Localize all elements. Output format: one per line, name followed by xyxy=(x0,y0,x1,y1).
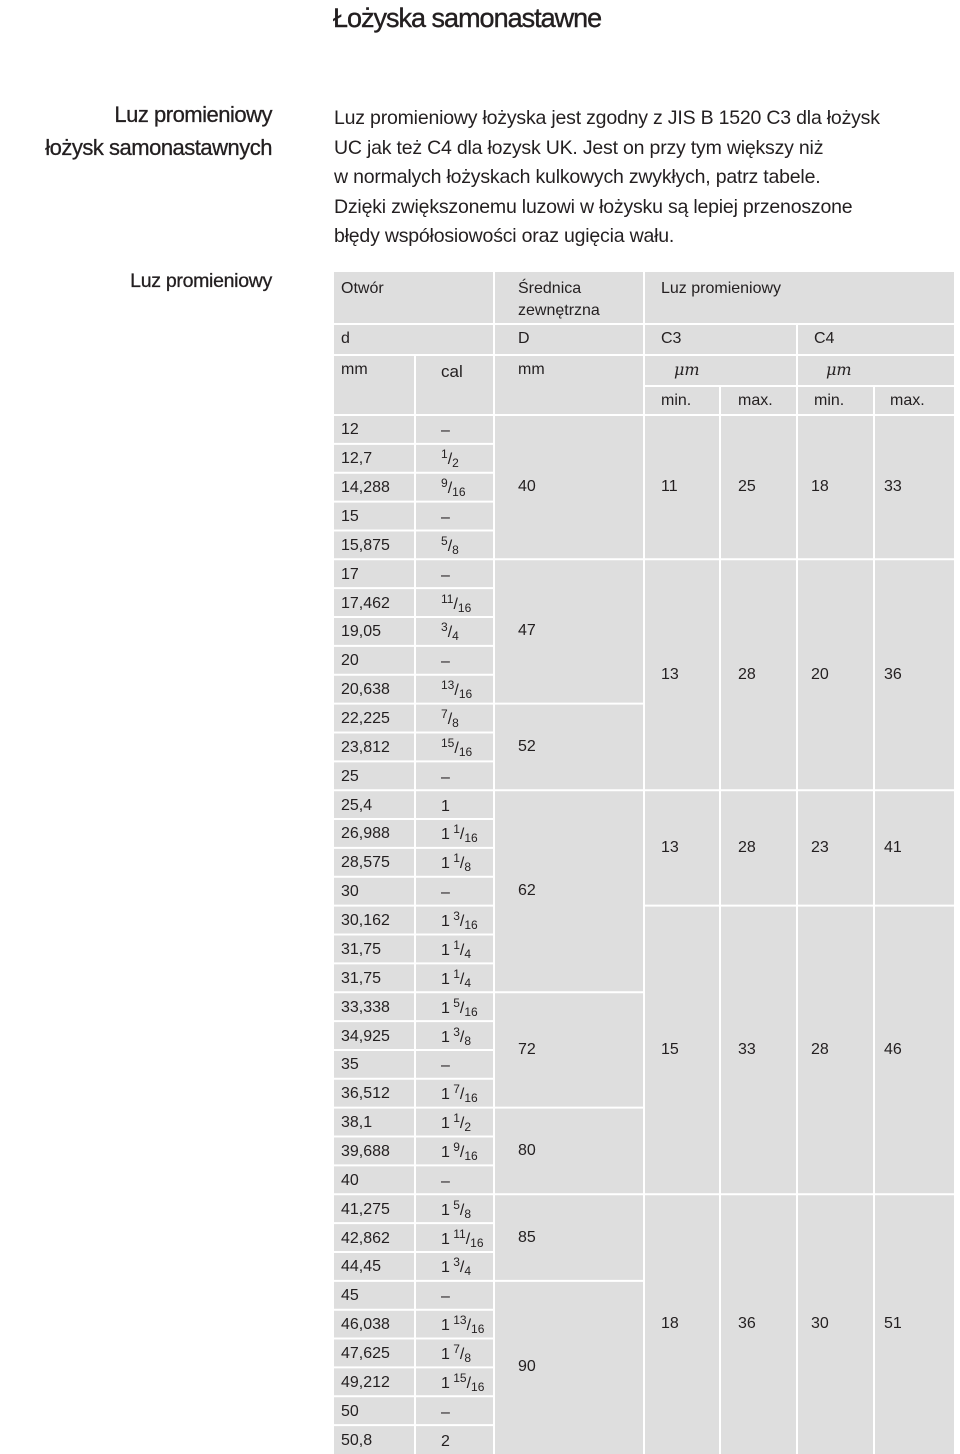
fraction-numerator: 3 xyxy=(449,1255,460,1270)
fraction-denominator: 16 xyxy=(464,831,478,846)
bore-mm-value: 41,275 xyxy=(341,1200,390,1218)
bore-inch-value xyxy=(441,769,450,787)
fraction-numerator: 5 xyxy=(449,995,460,1010)
fraction-numerator: 7 xyxy=(449,1082,460,1097)
c3-max-value: 36 xyxy=(738,1315,756,1333)
c3-min-value: 11 xyxy=(661,478,678,496)
fraction-numerator: 3 xyxy=(449,1024,460,1039)
header-c3: C3 xyxy=(661,330,682,347)
outer-diameter-value: 80 xyxy=(518,1141,536,1159)
bore-inch-value xyxy=(441,1139,478,1163)
header-clearance: Luz promieniowy xyxy=(661,280,782,297)
c3-min-value: 13 xyxy=(661,838,679,856)
fraction-denominator: 16 xyxy=(464,1004,478,1019)
bore-mm-value: 20 xyxy=(341,652,359,670)
bore-mm-value: 17,462 xyxy=(341,594,390,612)
bore-inch-value xyxy=(441,509,450,527)
header-d: d xyxy=(341,330,350,347)
table-background xyxy=(334,272,954,1454)
fraction-slash: / xyxy=(465,1230,471,1248)
fraction-denominator: 8 xyxy=(452,542,459,557)
bore-mm-value: 35 xyxy=(341,1056,359,1074)
c3-min-value: 18 xyxy=(661,1315,679,1333)
bore-mm-value: 47,625 xyxy=(341,1344,390,1362)
bore-inch-value xyxy=(441,533,459,557)
bore-inch-value xyxy=(441,1082,478,1106)
bore-inch-value xyxy=(441,620,459,644)
bore-inch-value xyxy=(441,1313,485,1337)
header-bore: Otwór xyxy=(341,280,384,297)
fraction-slash: / xyxy=(453,595,458,613)
intro-line: Luz promieniowy łożyska jest zgodny z JIS B 1520 C3 dla łożysk xyxy=(334,107,880,129)
whole-number: 1 xyxy=(441,1230,450,1248)
fraction-numerator: 5 xyxy=(441,533,448,548)
whole-number: 1 xyxy=(441,1345,450,1363)
fraction-numerator: 11 xyxy=(441,591,454,606)
fraction-numerator: 1 xyxy=(449,851,460,866)
fraction-denominator: 16 xyxy=(458,744,473,759)
bore-inch-value xyxy=(441,1111,472,1135)
bore-inch-value xyxy=(441,1341,472,1365)
outer-diameter-value: 62 xyxy=(518,882,536,900)
bore-mm-value: 25,4 xyxy=(341,796,373,814)
c3-max-value: 33 xyxy=(738,1040,756,1058)
fraction-denominator: 4 xyxy=(464,946,472,961)
fraction-slash: / xyxy=(459,1259,465,1277)
bore-mm-value: 15,875 xyxy=(341,536,390,554)
fraction-numerator: 3 xyxy=(441,620,448,635)
bore-inch-value xyxy=(441,678,473,702)
intro-line: Dzięki zwiększonemu luzowi w łożysku są lepiej przenoszone xyxy=(334,195,853,218)
bore-inch-value xyxy=(441,1404,450,1422)
header-outer-line-2: zewnętrzna xyxy=(518,302,600,319)
bore-inch-value xyxy=(441,1057,450,1075)
c3-min-value: 13 xyxy=(661,665,679,683)
fraction-denominator: 8 xyxy=(452,716,459,731)
bore-mm-value: 33,338 xyxy=(341,998,390,1016)
outer-diameter-value: 72 xyxy=(518,1040,536,1058)
c3-max-value: 25 xyxy=(738,478,756,496)
fraction-denominator: 16 xyxy=(470,1235,484,1250)
bore-mm-value: 26,988 xyxy=(341,825,390,843)
fraction-slash: / xyxy=(466,1374,472,1392)
fraction-slash: / xyxy=(459,1115,465,1133)
fraction-slash: / xyxy=(454,682,459,700)
fraction-numerator: 1 xyxy=(449,966,460,981)
c4-min-value: 28 xyxy=(811,1040,829,1058)
whole-number: 1 xyxy=(441,1115,450,1133)
header-unit-cal: cal xyxy=(441,362,463,381)
dash-value: – xyxy=(441,422,450,440)
outer-diameter-value: 85 xyxy=(518,1228,536,1246)
whole-number: 1 xyxy=(441,1317,450,1335)
dash-value: – xyxy=(441,1288,450,1306)
whole-number: 1 xyxy=(441,913,450,931)
outer-diameter-value: 47 xyxy=(518,622,536,640)
bore-inch-value xyxy=(441,476,466,500)
fraction-slash: / xyxy=(459,941,465,959)
fraction-slash: / xyxy=(459,1143,465,1161)
page-title: Łożyska samonastawne xyxy=(333,3,602,33)
fraction-denominator: 16 xyxy=(471,1322,485,1337)
whole-number: 1 xyxy=(441,999,450,1017)
fraction-slash: / xyxy=(447,711,453,729)
fraction-slash: / xyxy=(459,970,465,988)
fraction-numerator: 1 xyxy=(449,937,460,952)
fraction-slash: / xyxy=(447,480,453,498)
header-D: D xyxy=(518,330,530,347)
bore-mm-value: 50 xyxy=(341,1402,359,1420)
dash-value: – xyxy=(441,509,450,526)
bore-mm-value: 36,512 xyxy=(341,1085,390,1103)
c4-min-value: 23 xyxy=(811,838,829,856)
bore-inch-value xyxy=(441,884,450,902)
bore-mm-value: 34,925 xyxy=(341,1027,390,1045)
header-unit-mm-D: mm xyxy=(518,361,545,378)
outer-diameter-value: 90 xyxy=(518,1358,536,1376)
whole-number: 1 xyxy=(441,1086,450,1104)
whole-number: 2 xyxy=(441,1432,450,1450)
whole-number: 1 xyxy=(441,1259,450,1277)
intro-line: UC jak też C4 dla łozysk UK. Jest on przy tym większy niż xyxy=(334,136,824,159)
fraction-slash: / xyxy=(454,739,459,757)
clearance-table xyxy=(334,272,954,1454)
header-unit-um-c4: μm xyxy=(826,360,852,379)
fraction-denominator: 16 xyxy=(452,485,466,500)
bore-mm-value: 31,75 xyxy=(341,940,382,958)
bore-mm-value: 17 xyxy=(341,565,359,583)
bore-inch-value xyxy=(441,822,478,846)
fraction-numerator: 15 xyxy=(441,735,455,750)
bore-inch-value xyxy=(441,707,459,731)
fraction-numerator: 9 xyxy=(441,476,448,491)
fraction-slash: / xyxy=(459,1201,465,1219)
fraction-numerator: 7 xyxy=(441,707,448,722)
bore-mm-value: 30,162 xyxy=(341,912,390,930)
bore-mm-value: 14,288 xyxy=(341,479,390,497)
c3-min-value: 15 xyxy=(661,1040,679,1058)
fraction-denominator: 2 xyxy=(452,456,459,471)
bore-inch-value xyxy=(441,422,450,440)
bore-inch-value xyxy=(441,1255,472,1279)
c4-max-value: 41 xyxy=(884,838,902,856)
whole-number: 1 xyxy=(441,1028,450,1046)
intro-line: błędy współosiowości oraz ugięcia wału. xyxy=(334,225,675,247)
fraction-denominator: 4 xyxy=(464,975,472,990)
whole-number: 1 xyxy=(441,855,450,873)
c4-max-value: 51 xyxy=(884,1315,902,1333)
whole-number: 1 xyxy=(441,1201,450,1219)
bore-inch-value xyxy=(441,447,459,471)
bore-mm-value: 12,7 xyxy=(341,450,373,468)
fraction-numerator: 1 xyxy=(449,1111,460,1126)
c4-min-value: 20 xyxy=(811,665,829,683)
section-heading-line-1: Luz promieniowy xyxy=(114,102,272,127)
fraction-denominator: 16 xyxy=(458,687,473,702)
fraction-numerator: 5 xyxy=(449,1197,460,1212)
fraction-denominator: 8 xyxy=(464,1033,472,1048)
bore-inch-value xyxy=(441,1197,472,1221)
c3-max-value: 28 xyxy=(738,838,756,856)
fraction-numerator: 1 xyxy=(449,822,460,837)
fraction-denominator: 16 xyxy=(457,600,472,615)
fraction-denominator: 8 xyxy=(464,1206,472,1221)
bore-inch-value xyxy=(441,966,472,990)
fraction-slash: / xyxy=(459,999,465,1017)
bore-inch-value xyxy=(441,591,472,615)
header-c4-min: min. xyxy=(814,392,845,409)
bore-mm-value: 23,812 xyxy=(341,738,390,756)
bore-mm-value: 44,45 xyxy=(341,1258,382,1276)
bore-mm-value: 42,862 xyxy=(341,1229,390,1247)
bore-inch-value xyxy=(441,1226,484,1250)
bore-inch-value xyxy=(441,1288,450,1306)
bore-mm-value: 19,05 xyxy=(341,623,382,641)
whole-number: 1 xyxy=(441,1143,450,1161)
header-outer-diameter xyxy=(518,278,600,322)
bore-mm-value: 12 xyxy=(341,421,359,439)
fraction-slash: / xyxy=(459,855,465,873)
fraction-numerator: 11 xyxy=(449,1226,466,1241)
whole-number: 1 xyxy=(441,1374,450,1392)
bore-inch-value xyxy=(441,995,478,1019)
bore-inch-value xyxy=(441,909,478,933)
bore-mm-value: 38,1 xyxy=(341,1114,373,1132)
fraction-numerator: 3 xyxy=(449,909,460,924)
whole-number: 1 xyxy=(441,826,450,844)
bore-inch-value xyxy=(441,567,450,585)
dash-value: – xyxy=(441,1172,450,1190)
fraction-numerator: 13 xyxy=(449,1313,467,1328)
table-side-label: Luz promieniowy xyxy=(130,270,272,292)
bore-inch-value xyxy=(441,735,473,759)
intro-paragraph xyxy=(334,104,954,252)
fraction-slash: / xyxy=(459,1345,465,1363)
c4-min-value: 18 xyxy=(811,478,829,496)
c3-max-value: 28 xyxy=(738,665,756,683)
bore-inch-value xyxy=(441,1370,485,1394)
fraction-slash: / xyxy=(447,451,453,469)
bore-mm-value: 20,638 xyxy=(341,681,390,699)
header-c4-max: max. xyxy=(890,392,925,409)
dash-value: – xyxy=(441,1403,450,1421)
fraction-slash: / xyxy=(459,1028,465,1046)
bore-mm-value: 30 xyxy=(341,883,359,901)
fraction-numerator: 15 xyxy=(449,1370,467,1385)
fraction-slash: / xyxy=(466,1317,472,1335)
c4-max-value: 33 xyxy=(884,478,902,496)
bore-mm-value: 39,688 xyxy=(341,1142,390,1160)
bore-inch-value xyxy=(441,1024,472,1048)
bore-mm-value: 22,225 xyxy=(341,710,390,728)
dash-value: – xyxy=(441,653,450,671)
bore-mm-value: 15 xyxy=(341,508,359,525)
fraction-denominator: 16 xyxy=(464,1148,478,1163)
dash-value: – xyxy=(441,884,450,902)
fraction-denominator: 16 xyxy=(471,1379,485,1394)
c4-max-value: 36 xyxy=(884,665,902,683)
fraction-denominator: 4 xyxy=(452,629,459,644)
fraction-slash: / xyxy=(459,1086,465,1104)
fraction-numerator: 9 xyxy=(449,1139,460,1154)
whole-number: 1 xyxy=(441,797,450,815)
bore-inch-value xyxy=(441,1173,450,1191)
fraction-numerator: 7 xyxy=(449,1341,460,1356)
dash-value: – xyxy=(441,1057,450,1075)
fraction-denominator: 16 xyxy=(464,1091,478,1106)
bore-mm-value: 31,75 xyxy=(341,969,382,987)
intro-line: w normalych łożyskach kulkowych zwykłych, patrz tabele. xyxy=(334,166,821,188)
header-c4: C4 xyxy=(814,330,835,347)
fraction-slash: / xyxy=(447,537,453,555)
fraction-numerator: 13 xyxy=(441,678,455,693)
bore-mm-value: 40 xyxy=(341,1171,359,1189)
c4-min-value: 30 xyxy=(811,1315,829,1333)
header-outer-line-1: Średnica xyxy=(518,280,582,297)
dash-value: – xyxy=(441,768,450,786)
fraction-numerator: 1 xyxy=(441,447,448,462)
bore-inch-value xyxy=(441,937,472,961)
fraction-slash: / xyxy=(459,826,465,844)
bore-mm-value: 50,8 xyxy=(341,1431,373,1449)
fraction-slash: / xyxy=(459,913,465,931)
bore-inch-value xyxy=(441,851,472,875)
fraction-slash: / xyxy=(447,624,453,642)
bore-inch-value xyxy=(441,653,450,671)
fraction-denominator: 16 xyxy=(464,918,478,933)
bore-mm-value: 46,038 xyxy=(341,1316,390,1334)
outer-diameter-value: 52 xyxy=(518,737,536,755)
header-unit-mm: mm xyxy=(341,361,368,378)
bore-mm-value: 45 xyxy=(341,1287,359,1305)
fraction-denominator: 8 xyxy=(464,860,472,875)
header-c3-min: min. xyxy=(661,392,692,409)
bore-mm-value: 28,575 xyxy=(341,854,390,872)
header-c3-max: max. xyxy=(738,392,773,409)
fraction-denominator: 2 xyxy=(464,1120,472,1135)
bore-inch-value xyxy=(441,1433,450,1451)
dash-value: – xyxy=(441,566,450,584)
bore-mm-value: 25 xyxy=(341,767,359,785)
outer-diameter-value: 40 xyxy=(518,478,536,496)
section-heading-line-2: łożysk samonastawnych xyxy=(45,135,272,160)
fraction-denominator: 4 xyxy=(464,1264,472,1279)
fraction-denominator: 8 xyxy=(464,1350,472,1365)
whole-number: 1 xyxy=(441,941,450,959)
c4-max-value: 46 xyxy=(884,1040,902,1058)
bore-mm-value: 49,212 xyxy=(341,1373,390,1391)
bore-inch-value xyxy=(441,798,450,816)
whole-number: 1 xyxy=(441,970,450,988)
section-heading xyxy=(45,98,272,164)
header-unit-um-c3: μm xyxy=(674,360,700,379)
